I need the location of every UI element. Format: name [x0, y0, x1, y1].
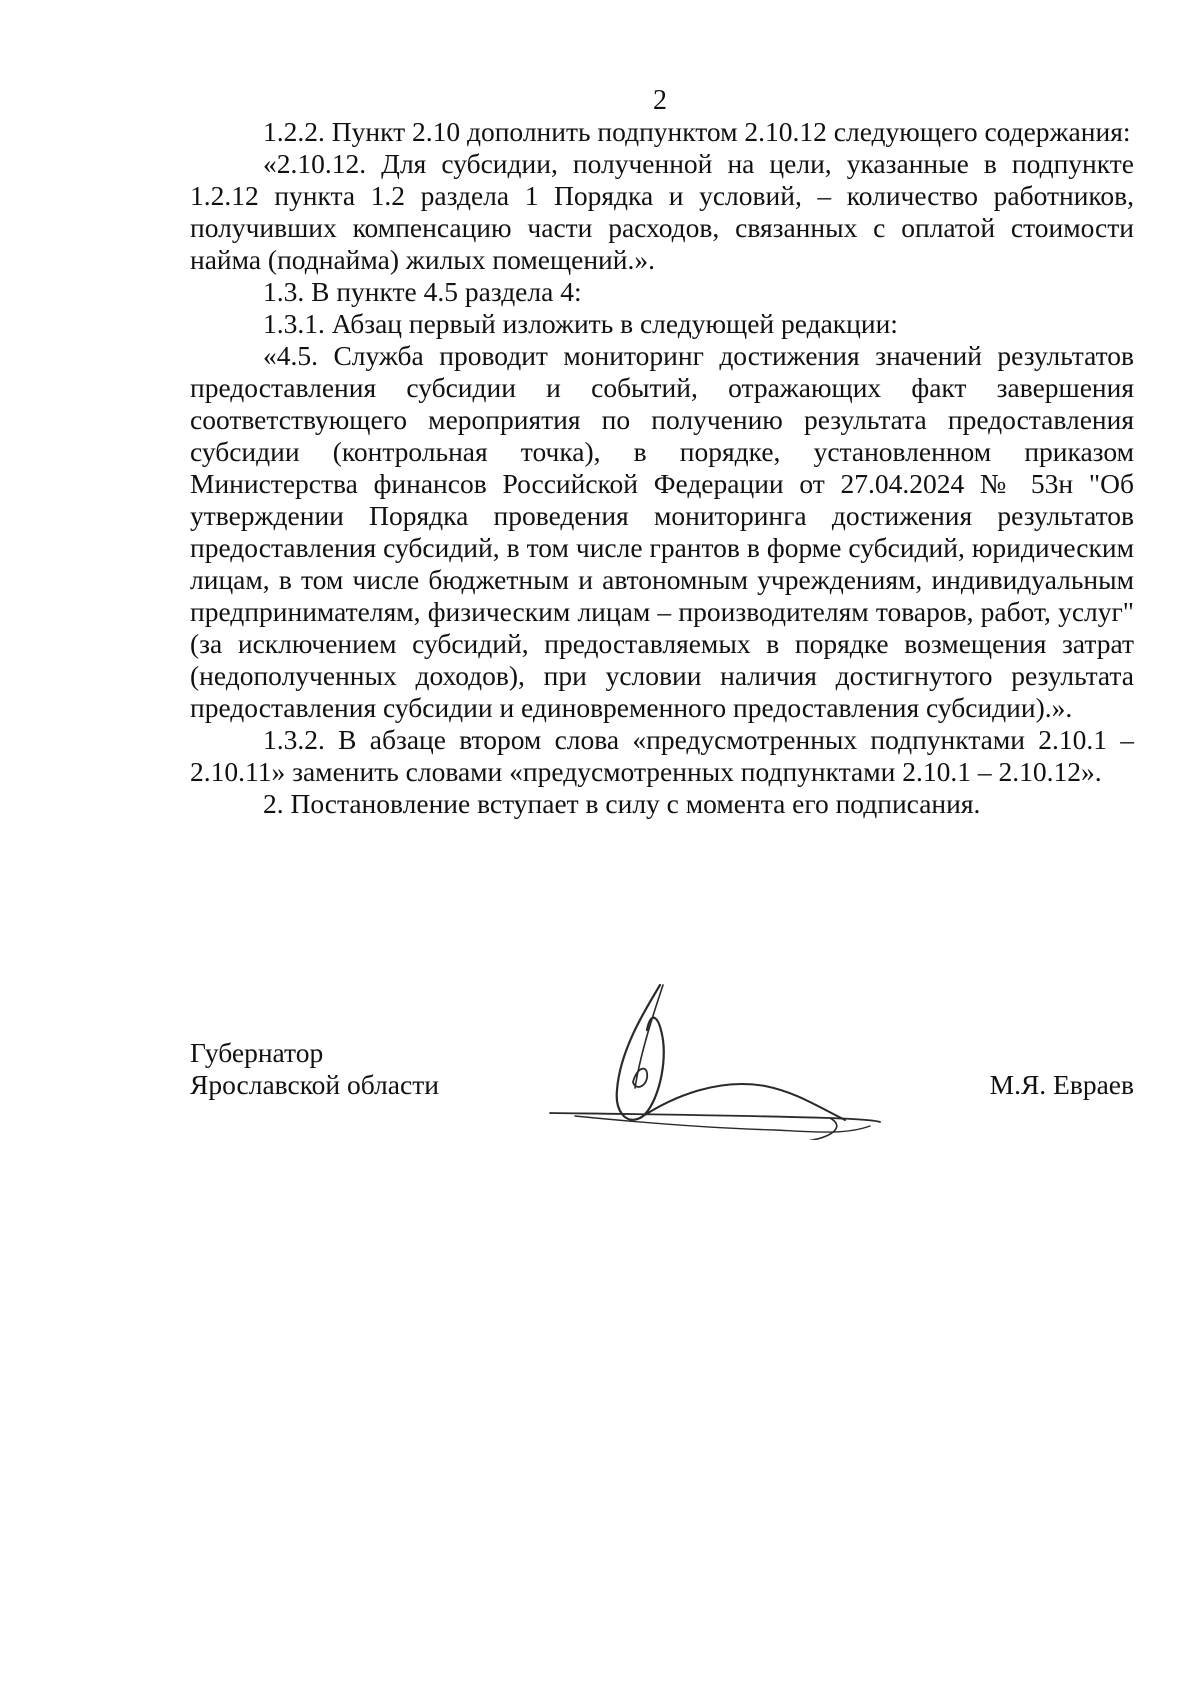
- signatory-title-line-1: Губернатор: [190, 1037, 324, 1068]
- document-body: [190, 116, 1134, 820]
- paragraph-1-3-2: 1.3.2. В абзаце втором слова «предусмотренных подпунктами 2.10.1 – 2.10.11» заменить словами «предусмотренных подпунктами 2.10.1 – 2.10.12».: [190, 724, 1134, 787]
- paragraph-4-5: «4.5. Служба проводит мониторинг достижения значений результатов предоставления субсидии и событий, отражающих факт завершения соответствующего мероприятия по получению результата предоставления субсидии (контрольная точка), в порядке, установленном приказом Министерства финансов Российской Федерации от 27.04.2024 № 53н "Об утверждении Порядка проведения мониторинга достижения результатов предоставления субсидий, в том числе грантов в форме субсидий, юридическим лицам, в том числе бюджетным и автономным учреждениям, индивидуальным предпринимателям, физическим лицам – производителям товаров, работ, услуг" (за исключением субсидий, предоставляемых в порядке возмещения затрат (недополученных доходов), при условии наличия достигнутого результата предоставления субсидии и единовременного предоставления субсидии).».: [190, 340, 1134, 723]
- paragraph-1-3-1: 1.3.1. Абзац первый изложить в следующей редакции:: [263, 308, 898, 339]
- page-number: 2: [653, 85, 667, 116]
- signatory-name: М.Я. Евраев: [989, 1069, 1134, 1100]
- paragraph-1-3: 1.3. В пункте 4.5 раздела 4:: [263, 276, 582, 307]
- paragraph-1-2-2: 1.2.2. Пункт 2.10 дополнить подпунктом 2.10.12 следующего содержания:: [263, 116, 1131, 147]
- handwritten-signature: [545, 970, 915, 1140]
- paragraph-2-10-12: «2.10.12. Для субсидии, полученной на цели, указанные в подпункте 1.2.12 пункта 1.2 раздела 1 Порядка и условий, – количество работников, получивших компенсацию части расходов, связанных с оплатой стоимости найма (поднайма) жилых помещений.».: [190, 148, 1134, 275]
- paragraph-2: 2. Постановление вступает в силу с момента его подписания.: [263, 788, 981, 819]
- signatory-title-line-2: Ярославской области: [190, 1069, 439, 1100]
- signatory-title: [190, 1037, 439, 1101]
